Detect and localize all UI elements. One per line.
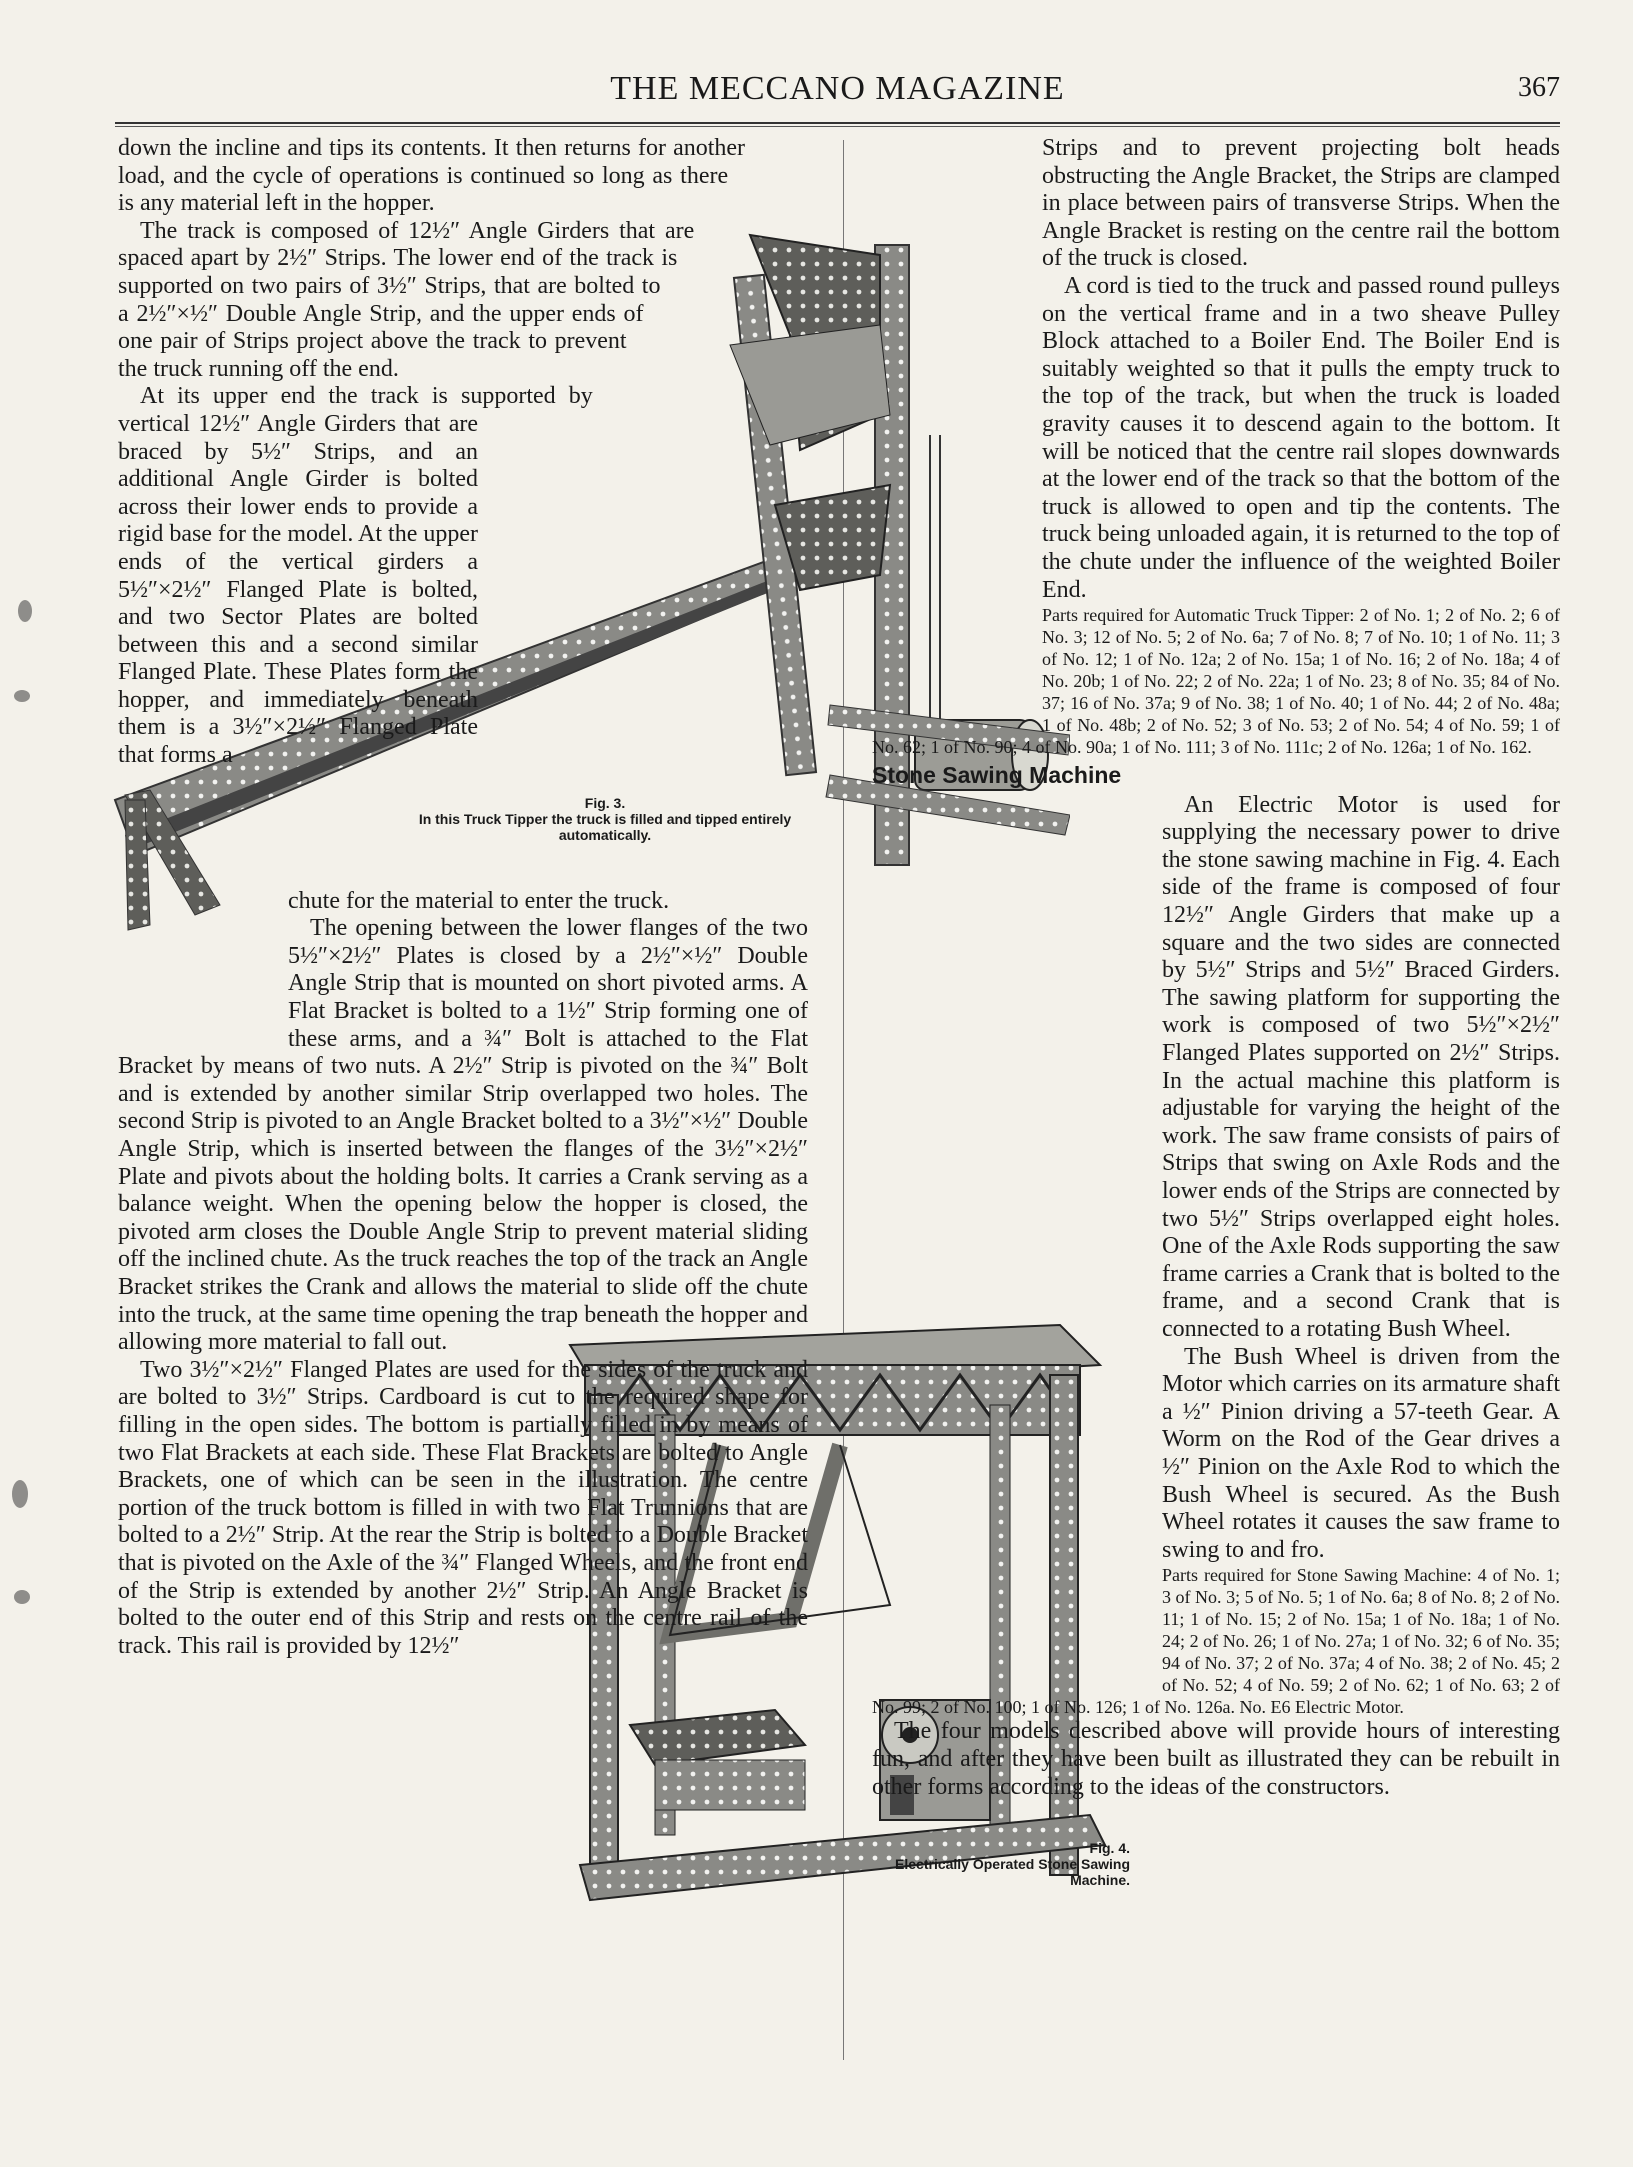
fig3-wrap-spacer-mid [478,435,808,735]
scan-blot [14,690,30,702]
fig4-caption-text: Electrically Operated Stone Sawing Machine. [895,1856,1130,1888]
section-heading-stone-sawing: Stone Sawing Machine [872,762,1122,789]
fig3-label: Fig. 3. [584,795,626,811]
scan-blot [12,1480,28,1508]
header-rule [115,126,1560,127]
left-paragraph-1: down the incline and tips its contents. It then returns for another load, and the cycle of operations is continued so long as there is any material left in the hopper. [118,135,746,217]
fig4-label: Fig. 4. [1089,1840,1130,1856]
fig3-support-spacer [118,888,288,1038]
fig4-wrap-spacer [872,1092,1162,1692]
left-paragraph-4: The opening between the lower flanges of the two 5½″×2½″ Plates is closed by a 2½″×½″ Double Angle Strip that is mounted on short pivoted arms. A Flat Bracket is bolted to a 1½″ Strip forming one of these arms, and a ¾″ Bolt is attached to the Flat Bracket by means of two nuts. A 2½″ Strip is pivoted on the ¾″ Bolt and is extended by another similar Strip overlapped two holes. The second Strip is pivoted to an Angle Bracket bolted to a 3½″×½″ Double Angle Strip, which is inserted between the flanges of the 3½″×2½″ Plate and pivots about the holding bolts. It carries a Crank serving as a balance weight. When the opening below the hopper is closed, the pivoted arm closes the Double Angle Strip to prevent material sliding off the inclined chute. As the truck reaches the top of the track an Angle Bracket strikes the Crank and allows the material to slide off the chute into the truck, at the same time opening the trap beneath the hopper and allowing more material to fall out. [118,915,808,1356]
page-number: 367 [1518,72,1560,103]
fig3-tower-spacer [872,135,1042,735]
right-column [872,135,1560,1801]
left-paragraph-5: Two 3½″×2½″ Flanged Plates are used for the sides of the truck and are bolted to 3½″ Strips. Cardboard is cut to the required shape for filling in the open sides. The bottom is partially filled in by means of two Flat Brackets at each side. These Flat Brackets are bolted to Angle Brackets, one of which can be seen in the illustration. The centre portion of the truck bottom is filled in with two Flat Trunnions that are bolted to a 2½″ Strip. At the rear the Strip is bolted to a Double Bracket that is pivoted on the Axle of the ¾″ Flanged Wheels, and the front end of the Strip is extended by another 2½″ Strip. An Angle Bracket is bolted to the outer end of this Strip and rests on the centre rail of the track. This rail is provided by 12½″ [118,1356,808,1659]
left-paragraph-3: At its upper end the track is supported by vertical 12½″ Angle Girders that are braced by 5½″ Strips, and an additional Angle Girder is bolted across their lower ends to provide a rigid base for the model. At the upper ends of the vertical girders a 5½″×2½″ Flanged Plate is bolted, and two Sector Plates are bolted between this and a second similar Flanged Plate. These Plates form the hopper, and immediately beneath them is a 3½″×2½″ Flanged Plate that forms a [118,383,593,769]
left-column [118,135,808,1660]
parts-list-truck-tipper: Parts required for Automatic Truck Tipper: 2 of No. 1; 2 of No. 2; 6 of No. 3; 12 of No. 5; 2 of No. 6a; 7 of No. 8; 7 of No. 10; 1 of No. 11; 3 of No. 12; 1 of No. 12a; 2 of No. 15a; 1 of No. 16; 2 of No. 18a; 4 of No. 20b; 1 of No. 22; 2 of No. 22a; 1 of No. 23; 8 of No. 35; 84 of No. 37; 16 of No. 37a; 9 of No. 38; 1 of No. 40; 1 of No. 44; 2 of No. 48a; 1 of No. 48b; 2 of No. 52; 3 of No. 53; 2 of No. 54; 4 of No. 59; 1 of No. 62; 1 of No. 90; 4 of No. 90a; 1 of No. 111; 3 of No. 111c; 2 of No. 126a; 1 of No. 162. [872,605,1560,758]
fig3-caption-text: In this Truck Tipper the truck is filled and tipped entirely automatically. [418,811,792,843]
right-paragraph-4: The Bush Wheel is driven from the Motor which carries on its armature shaft a ½″ Pinion driving a 57-teeth Gear. A Worm on the Rod of the Gear drives a ½″ Pinion on the Axle Rod to which the Bush Wheel is secured. As the Bush Wheel rotates it causes the saw frame to swing to and fro. [1162,1343,1560,1563]
left-paragraph-2: The track is composed of 12½″ Angle Girders that are spaced apart by 2½″ Strips. The lower end of the track is supported on two pairs of 3½″ Strips, that are bolted to a 2½″×½″ Double Angle Strip, and the upper ends of one pair of Strips project above the track to prevent the truck running off the end. [118,217,695,382]
right-paragraph-3: An Electric Motor is used for supplying the necessary power to drive the stone sawing machine in Fig. 4. Each side of the frame is composed of four 12½″ Angle Girders that make up a square and the two sides are connected by 5½″ Strips and 5½″ Braced Girders. The sawing platform for supporting the work is composed of two 5½″×2½″ Flanged Plates supported on 2½″ Strips. In the actual machine this platform is adjustable for varying the height of the work. The saw frame consists of pairs of Strips that swing on Axle Rods and the lower ends of the Strips are connected by two 5½″ Strips overlapped eight holes. One of the Axle Rods supporting the saw frame carries a Crank that is bolted to the frame, and a second Crank that is connected to a rotating Bush Wheel. [1162,791,1560,1342]
right-paragraph-2: A cord is tied to the truck and passed round pulleys on the vertical frame and in a two sheave Pulley Block attached to a Boiler End. The Boiler End is suitably weighted so that it pulls the empty truck to the top of the track, but when the truck is loaded gravity causes it to descend again to the bottom. It will be noticed that the centre rail slopes downwards at the lower end of the track so that the bottom of the truck is allowed to open and tip the contents. The truck being unloaded again, it is returned to the top of the chute under the influence of the weighted Boiler End. [1042,272,1560,603]
scan-blot [18,600,32,622]
right-paragraph-1: Strips and to prevent projecting bolt heads obstructing the Angle Bracket, the Strips are clamped in place between pairs of transverse Strips. When the Angle Bracket is resting on the centre rail the bottom of the truck is closed. [1042,135,1560,272]
right-paragraph-5: The four models described above will provide hours of interesting fun, and after they have been built as illustrated they can be rebuilt in other forms according to the ideas of the constructors. [872,1718,1560,1800]
masthead [115,70,1560,124]
scan-blot [14,1590,30,1604]
fig4-caption [895,1840,1130,1888]
magazine-title: THE MECCANO MAGAZINE [610,70,1065,107]
parts-list-stone-sawing: Parts required for Stone Sawing Machine: 4 of No. 1; 3 of No. 3; 5 of No. 5; 1 of No. 6a; 8 of No. 8; 2 of No. 11; 1 of No. 15; 2 of No. 15a; 1 of No. 18a; 1 of No. 24; 2 of No. 26; 1 of No. 27a; 1 of No. 32; 6 of No. 35; 94 of No. 37; 2 of No. 37a; 4 of No. 38; 2 of No. 45; 2 of No. 52; 4 of No. 59; 2 of No. 62; 1 of No. 63; 2 of No. 99; 2 of No. 100; 1 of No. 126; 1 of No. 126a. No. E6 Electric Motor. [872,1565,1560,1718]
fig3-track-gap [118,770,808,888]
left-paragraph-3b: chute for the material to enter the truck. [288,887,670,914]
